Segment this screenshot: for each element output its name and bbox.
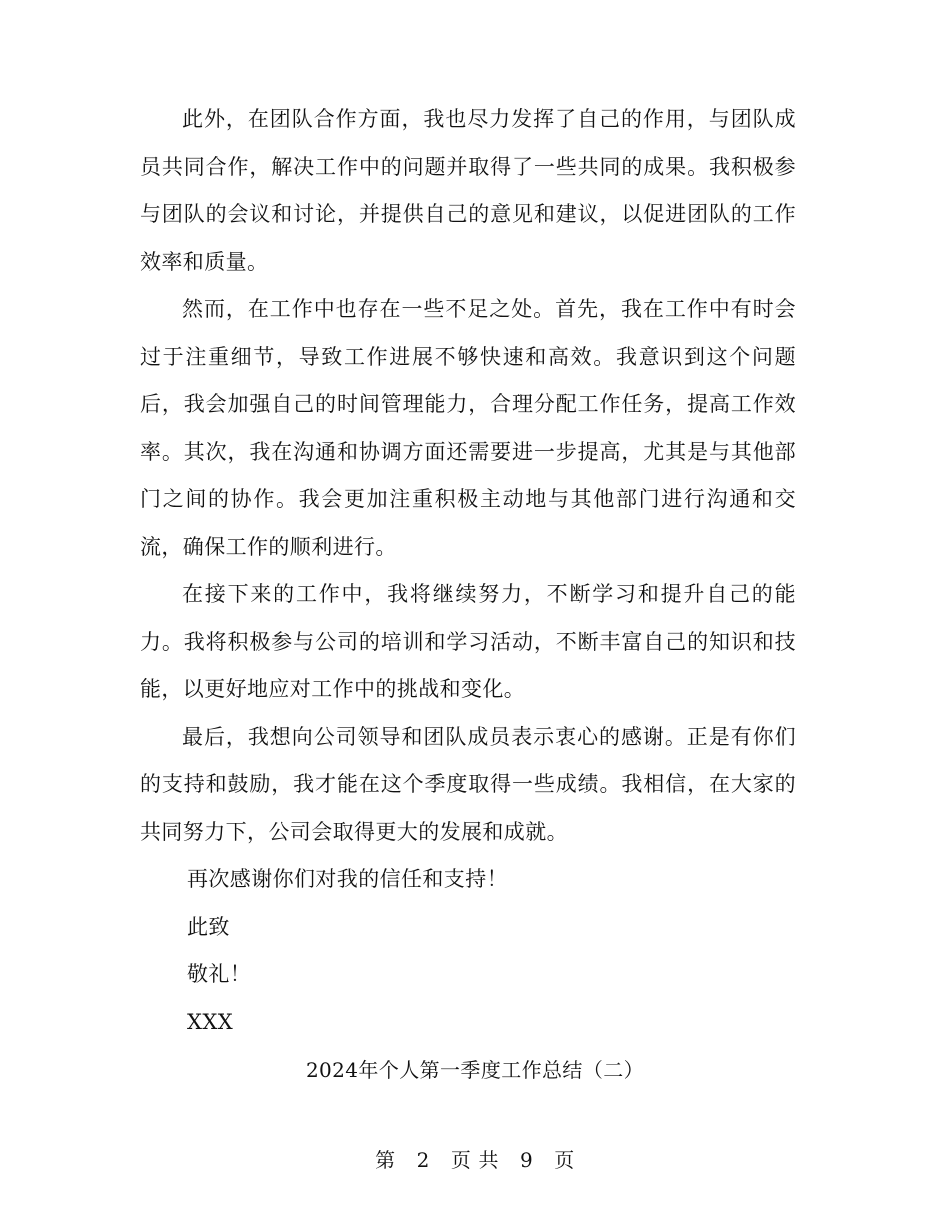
paragraph-teamwork: 此外，在团队合作方面，我也尽力发挥了自己的作用，与团队成员共同合作，解决工作中的问题并取得了一些共同的成果。我积极参与团队的会议和讨论，并提供自己的意见和建议，以促进团队的工作效率和质量。 (140, 107, 796, 274)
page-footer (0, 1142, 950, 1178)
signature-name: XXX (187, 1009, 234, 1034)
footer-suffix: 页 (554, 1148, 575, 1172)
document-body (140, 96, 796, 1046)
closing-regards: 敬礼！ (187, 962, 252, 986)
paragraph-future-plans: 在接下来的工作中，我将继续努力，不断学习和提升自己的能力。我将积极参与公司的培训和学习活动，不断丰富自己的知识和技能，以更好地应对工作中的挑战和变化。 (140, 582, 796, 701)
paragraph-thanks: 最后，我想向公司领导和团队成员表示衷心的感谢。正是有你们的支持和鼓励，我才能在这个季度取得一些成绩。我相信，在大家的共同努力下，公司会取得更大的发展和成就。 (140, 724, 796, 844)
next-section-title: 2024年个人第一季度工作总结（二） (305, 1058, 645, 1082)
footer-prefix: 第 (375, 1148, 396, 1172)
paragraph-shortcomings: 然而，在工作中也存在一些不足之处。首先，我在工作中有时会过于注重细节，导致工作进展不够快速和高效。我意识到这个问题后，我会加强自己的时间管理能力，合理分配工作任务，提高工作效率。其次，我在沟通和协调方面还需要进一步提高，尤其是与其他部门之间的协作。我会更加注重积极主动地与其他部门进行沟通和交流，确保工作的顺利进行。 (140, 297, 796, 559)
footer-total-pages: 9 (519, 1148, 534, 1172)
closing-thanks-line: 再次感谢你们对我的信任和支持！ (187, 867, 508, 891)
footer-page-number: 2 (416, 1148, 430, 1172)
closing-salutation: 此致 (187, 914, 230, 939)
footer-middle: 页 共 (450, 1148, 500, 1172)
